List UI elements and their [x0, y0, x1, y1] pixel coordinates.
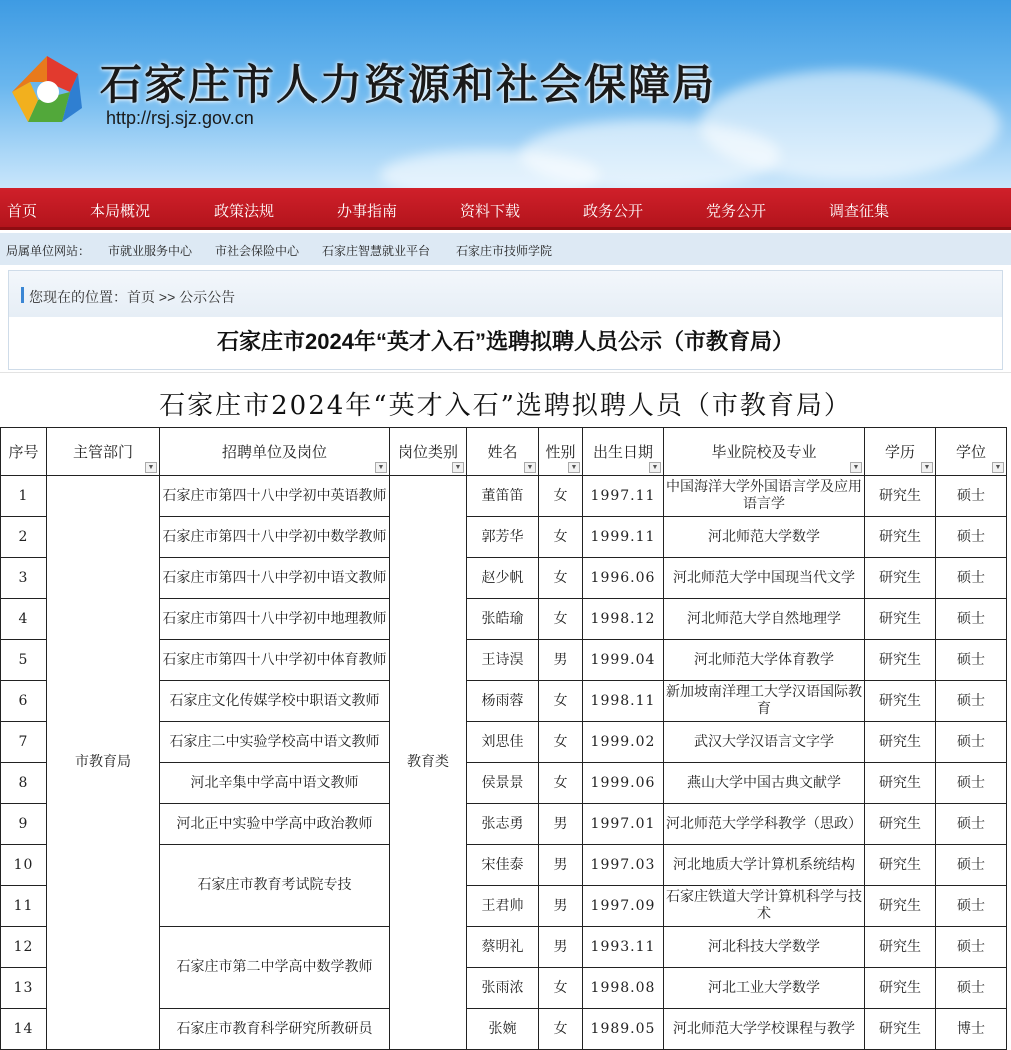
site-name: 石家庄市人力资源和社会保障局: [100, 60, 717, 109]
cell-school: 武汉大学汉语言文字学: [664, 722, 865, 763]
cell-degree: 硕士: [936, 517, 1007, 558]
col-header-degree: 学位 ▼: [936, 428, 1007, 476]
content-panel: [8, 270, 1003, 370]
cell-name: 郭芳华: [467, 517, 539, 558]
cell-no: 13: [1, 968, 47, 1009]
cell-education: 研究生: [865, 845, 936, 886]
cell-no: 6: [1, 681, 47, 722]
cell-gender: 女: [539, 599, 583, 640]
article-title: 石家庄市2024年“英才入石”选聘拟聘人员公示（市教育局）: [217, 329, 794, 354]
cell-no: 8: [1, 763, 47, 804]
document-title: 石家庄市2024年“英才入石”选聘拟聘人员（市教育局）: [159, 391, 852, 421]
cell-school: 河北师范大学数学: [664, 517, 865, 558]
breadcrumb-marker: [21, 287, 24, 303]
cell-position: 石家庄市第四十八中学初中地理教师: [160, 599, 390, 640]
cell-position: 石家庄市教育考试院专技: [160, 845, 390, 927]
filter-dropdown-icon[interactable]: ▼: [524, 462, 536, 473]
col-header-school: 毕业院校及专业 ▼: [664, 428, 865, 476]
cell-name: 张皓瑜: [467, 599, 539, 640]
cell-gender: 女: [539, 1009, 583, 1050]
cell-education: 研究生: [865, 1009, 936, 1050]
cell-school: 中国海洋大学外国语言学及应用语言学: [664, 476, 865, 517]
cell-birth: 1989.05: [583, 1009, 664, 1050]
cell-degree: 硕士: [936, 804, 1007, 845]
col-header-gender: 性别 ▼: [539, 428, 583, 476]
cell-school: 河北工业大学数学: [664, 968, 865, 1009]
nav-item-overview[interactable]: 本局概况: [90, 203, 151, 220]
cell-degree: 博士: [936, 1009, 1007, 1050]
filter-dropdown-icon[interactable]: ▼: [992, 462, 1004, 473]
cell-dept: 市教育局: [47, 476, 160, 1050]
cell-name: 蔡明礼: [467, 927, 539, 968]
cell-position: 石家庄市第四十八中学初中数学教师: [160, 517, 390, 558]
cell-education: 研究生: [865, 886, 936, 927]
cell-name: 王诗淏: [467, 640, 539, 681]
main-nav: [0, 188, 1011, 230]
cell-school: 燕山大学中国古典文献学: [664, 763, 865, 804]
table-row: [1, 476, 1007, 517]
affiliated-sites-label: 局属单位网站：: [6, 244, 91, 258]
cell-school: 河北科技大学数学: [664, 927, 865, 968]
breadcrumb-text: 您现在的位置：首页 >> 公示公告: [29, 289, 236, 305]
cell-birth: 1998.08: [583, 968, 664, 1009]
cell-gender: 女: [539, 763, 583, 804]
cell-gender: 女: [539, 722, 583, 763]
cell-category: 教育类: [390, 476, 467, 1050]
filter-dropdown-icon[interactable]: ▼: [145, 462, 157, 473]
filter-dropdown-icon[interactable]: ▼: [375, 462, 387, 473]
cell-degree: 硕士: [936, 599, 1007, 640]
cell-no: 14: [1, 1009, 47, 1050]
nav-item-download[interactable]: 资料下载: [460, 203, 521, 220]
cell-no: 3: [1, 558, 47, 599]
cell-name: 王君帅: [467, 886, 539, 927]
cell-education: 研究生: [865, 681, 936, 722]
cell-school: 河北师范大学中国现当代文学: [664, 558, 865, 599]
subsite-link-smart-employment[interactable]: 石家庄智慧就业平台: [322, 244, 431, 258]
subsite-link-employment[interactable]: 市就业服务中心: [108, 244, 193, 258]
cell-birth: 1997.09: [583, 886, 664, 927]
cell-gender: 女: [539, 968, 583, 1009]
cell-no: 2: [1, 517, 47, 558]
filter-dropdown-icon[interactable]: ▼: [921, 462, 933, 473]
cell-birth: 1996.06: [583, 558, 664, 599]
cloud-decoration: [700, 70, 1000, 180]
nav-item-gov-affairs[interactable]: 政务公开: [583, 203, 644, 220]
cell-school: 河北师范大学学校课程与教学: [664, 1009, 865, 1050]
cell-degree: 硕士: [936, 968, 1007, 1009]
cell-degree: 硕士: [936, 886, 1007, 927]
cell-degree: 硕士: [936, 927, 1007, 968]
affiliated-sites-bar: [0, 233, 1011, 265]
nav-item-home[interactable]: 首页: [7, 203, 38, 220]
cell-degree: 硕士: [936, 558, 1007, 599]
cell-birth: 1997.03: [583, 845, 664, 886]
cell-name: 张志勇: [467, 804, 539, 845]
cell-no: 10: [1, 845, 47, 886]
recruit-table: [0, 427, 1007, 1050]
cell-name: 赵少帆: [467, 558, 539, 599]
cell-name: 张婉: [467, 1009, 539, 1050]
cell-education: 研究生: [865, 558, 936, 599]
cell-birth: 1998.12: [583, 599, 664, 640]
bureau-logo-icon: [8, 52, 86, 128]
cell-gender: 女: [539, 681, 583, 722]
cell-no: 12: [1, 927, 47, 968]
nav-item-policy[interactable]: 政策法规: [214, 203, 275, 220]
nav-item-survey[interactable]: 调查征集: [829, 203, 890, 220]
cell-birth: 1999.06: [583, 763, 664, 804]
cell-name: 董笛笛: [467, 476, 539, 517]
cell-no: 5: [1, 640, 47, 681]
cell-degree: 硕士: [936, 681, 1007, 722]
filter-dropdown-icon[interactable]: ▼: [850, 462, 862, 473]
cell-position: 河北辛集中学高中语文教师: [160, 763, 390, 804]
site-banner: [0, 0, 1011, 188]
cell-education: 研究生: [865, 722, 936, 763]
cell-no: 4: [1, 599, 47, 640]
cell-birth: 1997.01: [583, 804, 664, 845]
col-header-dept: 主管部门 ▼: [47, 428, 160, 476]
cell-education: 研究生: [865, 927, 936, 968]
filter-dropdown-icon[interactable]: ▼: [649, 462, 661, 473]
cell-birth: 1993.11: [583, 927, 664, 968]
cell-education: 研究生: [865, 517, 936, 558]
cell-position: 石家庄市第四十八中学初中语文教师: [160, 558, 390, 599]
cell-gender: 男: [539, 804, 583, 845]
nav-item-guide[interactable]: 办事指南: [337, 203, 398, 220]
cell-position: 石家庄市第四十八中学初中英语教师: [160, 476, 390, 517]
cell-name: 刘思佳: [467, 722, 539, 763]
filter-dropdown-icon[interactable]: ▼: [452, 462, 464, 473]
table-header-row: [1, 428, 1007, 476]
cell-no: 9: [1, 804, 47, 845]
cell-education: 研究生: [865, 804, 936, 845]
cell-no: 11: [1, 886, 47, 927]
cell-gender: 女: [539, 558, 583, 599]
cell-education: 研究生: [865, 599, 936, 640]
cell-education: 研究生: [865, 640, 936, 681]
cell-birth: 1999.02: [583, 722, 664, 763]
col-header-position: 招聘单位及岗位 ▼: [160, 428, 390, 476]
col-header-birth: 出生日期 ▼: [583, 428, 664, 476]
nav-item-party-affairs[interactable]: 党务公开: [706, 203, 767, 220]
cell-school: 石家庄铁道大学计算机科学与技术: [664, 886, 865, 927]
col-header-name: 姓名 ▼: [467, 428, 539, 476]
col-header-category: 岗位类别 ▼: [390, 428, 467, 476]
cell-name: 侯景景: [467, 763, 539, 804]
cell-school: 新加坡南洋理工大学汉语国际教育: [664, 681, 865, 722]
cell-degree: 硕士: [936, 640, 1007, 681]
site-url: http://rsj.sjz.gov.cn: [106, 108, 254, 128]
col-header-education: 学历 ▼: [865, 428, 936, 476]
cell-no: 7: [1, 722, 47, 763]
cell-birth: 1999.11: [583, 517, 664, 558]
cell-name: 张雨浓: [467, 968, 539, 1009]
subsite-link-insurance[interactable]: 市社会保险中心: [215, 244, 300, 258]
cell-degree: 硕士: [936, 722, 1007, 763]
cell-birth: 1998.11: [583, 681, 664, 722]
cell-gender: 男: [539, 886, 583, 927]
cell-no: 1: [1, 476, 47, 517]
subsite-link-technician-college[interactable]: 石家庄市技师学院: [456, 244, 553, 258]
cell-gender: 女: [539, 517, 583, 558]
cell-gender: 男: [539, 640, 583, 681]
filter-dropdown-icon[interactable]: ▼: [568, 462, 580, 473]
cell-school: 河北师范大学学科教学（思政）: [664, 804, 865, 845]
cell-school: 河北师范大学体育教学: [664, 640, 865, 681]
cell-position: 石家庄市教育科学研究所教研员: [160, 1009, 390, 1050]
cell-birth: 1999.04: [583, 640, 664, 681]
breadcrumb: [9, 271, 1002, 317]
cell-gender: 女: [539, 476, 583, 517]
cell-school: 河北师范大学自然地理学: [664, 599, 865, 640]
cell-education: 研究生: [865, 476, 936, 517]
cell-position: 河北正中实验中学高中政治教师: [160, 804, 390, 845]
cell-degree: 硕士: [936, 476, 1007, 517]
cell-name: 杨雨蓉: [467, 681, 539, 722]
cell-birth: 1997.11: [583, 476, 664, 517]
cell-education: 研究生: [865, 968, 936, 1009]
cell-position: 石家庄二中实验学校高中语文教师: [160, 722, 390, 763]
cell-gender: 男: [539, 845, 583, 886]
cell-school: 河北地质大学计算机系统结构: [664, 845, 865, 886]
cell-degree: 硕士: [936, 763, 1007, 804]
cell-position: 石家庄市第四十八中学初中体育教师: [160, 640, 390, 681]
document-body: [0, 372, 1011, 1050]
cell-degree: 硕士: [936, 845, 1007, 886]
cell-name: 宋佳泰: [467, 845, 539, 886]
cell-education: 研究生: [865, 763, 936, 804]
col-header-no: 序号: [1, 428, 47, 476]
cell-gender: 男: [539, 927, 583, 968]
cell-position: 石家庄市第二中学高中数学教师: [160, 927, 390, 1009]
cell-position: 石家庄文化传媒学校中职语文教师: [160, 681, 390, 722]
